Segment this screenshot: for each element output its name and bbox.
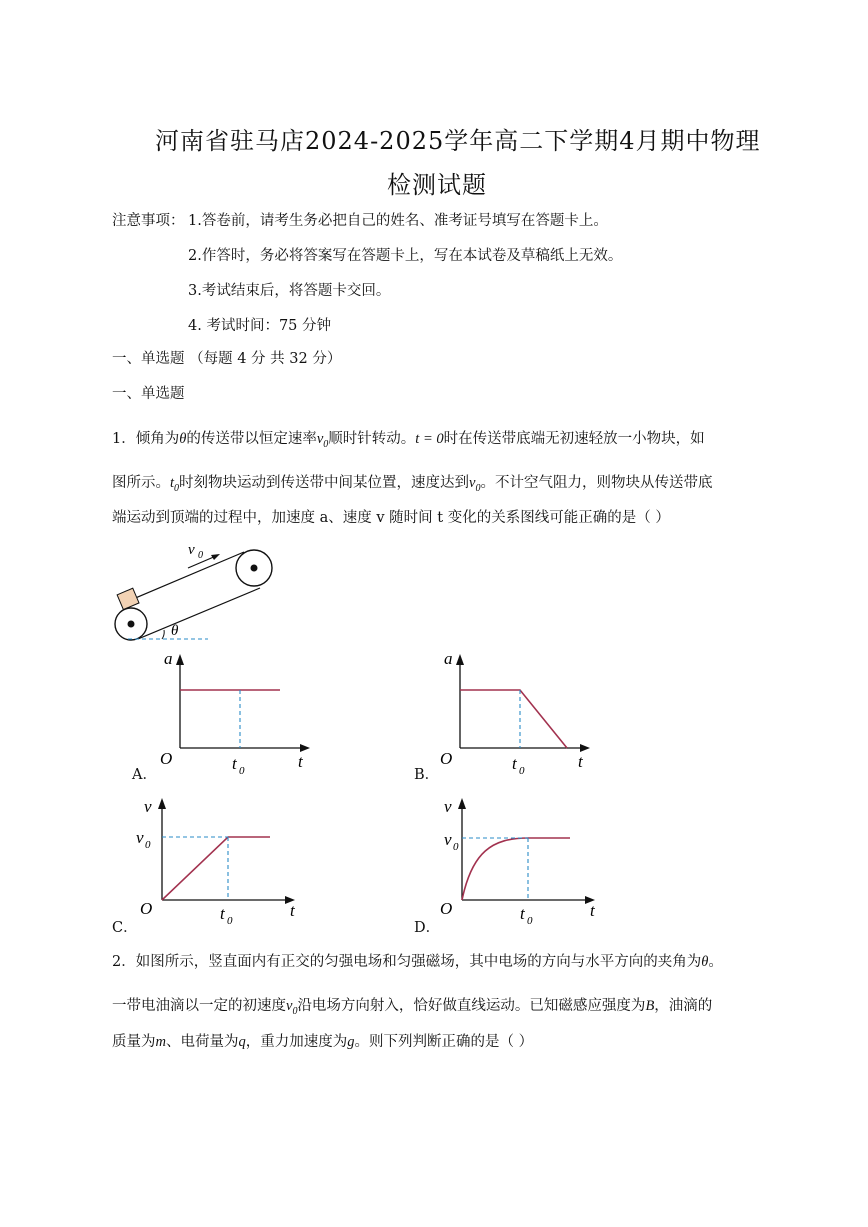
paper-title-line1: 河南省驻马店2024-2025学年高二下学期4月期中物理 bbox=[155, 127, 761, 155]
option-b-graph bbox=[410, 648, 600, 780]
a-curve bbox=[460, 690, 567, 748]
v0-symbol: v bbox=[286, 998, 293, 1014]
option-b-label[interactable]: B． bbox=[414, 767, 440, 783]
t-equals-zero: t = 0 bbox=[415, 431, 444, 447]
section-heading: 一、单选题 （每题 4 分 共 32 分） bbox=[112, 351, 342, 367]
t0-subscript: 0 bbox=[174, 482, 180, 494]
q2-text: 质量为 bbox=[112, 1034, 156, 1050]
q1-line2 bbox=[112, 471, 712, 494]
m-symbol: m bbox=[155, 1034, 166, 1050]
note-item-1: 1.答卷前，请考生务必把自己的姓名、准考证号填写在答题卡上。 bbox=[188, 213, 608, 229]
q2-text: 2．如图所示，竖直面内有正交的匀强电场和匀强磁场，其中电场的方向与水平方向的夹角为 bbox=[112, 954, 702, 970]
q2-line3 bbox=[112, 1030, 533, 1051]
note-item-4: 4. 考试时间：75 分钟 bbox=[188, 318, 332, 334]
q1-text: 1．倾角为 bbox=[112, 431, 180, 447]
origin-label: O bbox=[140, 899, 153, 918]
g-symbol: g bbox=[347, 1034, 355, 1050]
v0-symbol: v bbox=[316, 431, 324, 447]
origin-label: O bbox=[440, 899, 453, 918]
q1-text: 顺时针转动。 bbox=[328, 431, 416, 447]
q-symbol: q bbox=[238, 1034, 246, 1050]
note-item-3: 3.考试结束后，将答题卡交回。 bbox=[188, 283, 391, 299]
svg-text:0: 0 bbox=[227, 915, 233, 927]
y-axis-label: v bbox=[144, 797, 152, 816]
origin-label: O bbox=[160, 749, 173, 768]
t0-label: t bbox=[512, 754, 517, 773]
v0-symbol: v bbox=[469, 475, 476, 491]
svg-text:0: 0 bbox=[239, 765, 245, 777]
theta-symbol: θ bbox=[179, 431, 187, 447]
option-a-label[interactable]: A． bbox=[132, 767, 157, 783]
q2-text: 。 bbox=[708, 954, 723, 970]
q1-text: 时刻物块运动到传送带中间某位置，速度达到 bbox=[179, 475, 470, 491]
t-axis-label: t bbox=[590, 901, 595, 920]
v0-label: v bbox=[136, 828, 144, 847]
y-axis-label: a bbox=[444, 649, 453, 668]
svg-text:0: 0 bbox=[527, 915, 533, 927]
q1-text: 图所示。 bbox=[112, 475, 170, 491]
v0-label: v bbox=[188, 542, 195, 558]
q1-text: 。不计空气阻力，则物块从传送带底 bbox=[480, 475, 713, 491]
b-symbol: B bbox=[645, 998, 655, 1014]
q1-text: 的传送带以恒定速率 bbox=[186, 431, 317, 447]
v0-label: v bbox=[444, 830, 452, 849]
notes-label: 注意事项： bbox=[112, 213, 185, 229]
q2-text: ，重力加速度为 bbox=[245, 1034, 348, 1050]
y-axis-label: v bbox=[444, 797, 452, 816]
svg-text:0: 0 bbox=[198, 550, 203, 561]
t0-label: t bbox=[220, 904, 225, 923]
note-item-2: 2.作答时，务必将答案写在答题卡上，写在本试卷及草稿纸上无效。 bbox=[188, 248, 623, 264]
y-axis-label: a bbox=[164, 649, 173, 668]
paper-title-line2: 检测试题 bbox=[387, 171, 487, 199]
v0-subscript: 0 bbox=[475, 482, 481, 494]
q2-text: 、电荷量为 bbox=[165, 1034, 239, 1050]
q1-line1 bbox=[112, 427, 705, 450]
svg-text:0: 0 bbox=[145, 839, 151, 851]
t0-symbol: t bbox=[170, 475, 175, 491]
q1-text: 时在传送带底端无初速轻放一小物块，如 bbox=[443, 431, 705, 447]
q1-line3: 端运动到顶端的过程中，加速度 a、速度 v 随时间 t 变化的关系图线可能正确的是（ ） bbox=[112, 510, 670, 526]
theta-label: θ bbox=[171, 623, 179, 639]
q2-text: 一带电油滴以一定的初速度 bbox=[112, 998, 286, 1014]
t0-label: t bbox=[232, 754, 237, 773]
q2-line1 bbox=[112, 950, 723, 971]
option-d-graph bbox=[430, 790, 620, 930]
section-heading-2: 一、单选题 bbox=[112, 386, 185, 402]
q2-text: ，油滴的 bbox=[654, 998, 713, 1014]
svg-text:0: 0 bbox=[519, 765, 525, 777]
t0-label: t bbox=[520, 904, 525, 923]
option-c-graph bbox=[130, 790, 320, 930]
q2-text: 沿电场方向射入，恰好做直线运动。已知磁感应强度为 bbox=[297, 998, 646, 1014]
v0-subscript: 0 bbox=[292, 1005, 298, 1017]
svg-text:0: 0 bbox=[453, 841, 459, 853]
conveyor-belt-figure bbox=[108, 538, 278, 646]
t-axis-label: t bbox=[298, 752, 303, 771]
option-d-label[interactable]: D． bbox=[414, 920, 441, 936]
q2-line2 bbox=[112, 994, 712, 1017]
option-c-label[interactable]: C． bbox=[112, 920, 138, 936]
origin-label: O bbox=[440, 749, 453, 768]
t-axis-label: t bbox=[578, 752, 583, 771]
q2-text: 。则下列判断正确的是（ ） bbox=[354, 1034, 534, 1050]
option-a-graph bbox=[130, 648, 320, 780]
v0-subscript: 0 bbox=[323, 438, 329, 450]
v-curve bbox=[462, 838, 570, 900]
t-axis-label: t bbox=[290, 901, 295, 920]
block-icon bbox=[117, 588, 139, 609]
theta-symbol: θ bbox=[701, 954, 709, 970]
v-curve bbox=[162, 837, 270, 900]
